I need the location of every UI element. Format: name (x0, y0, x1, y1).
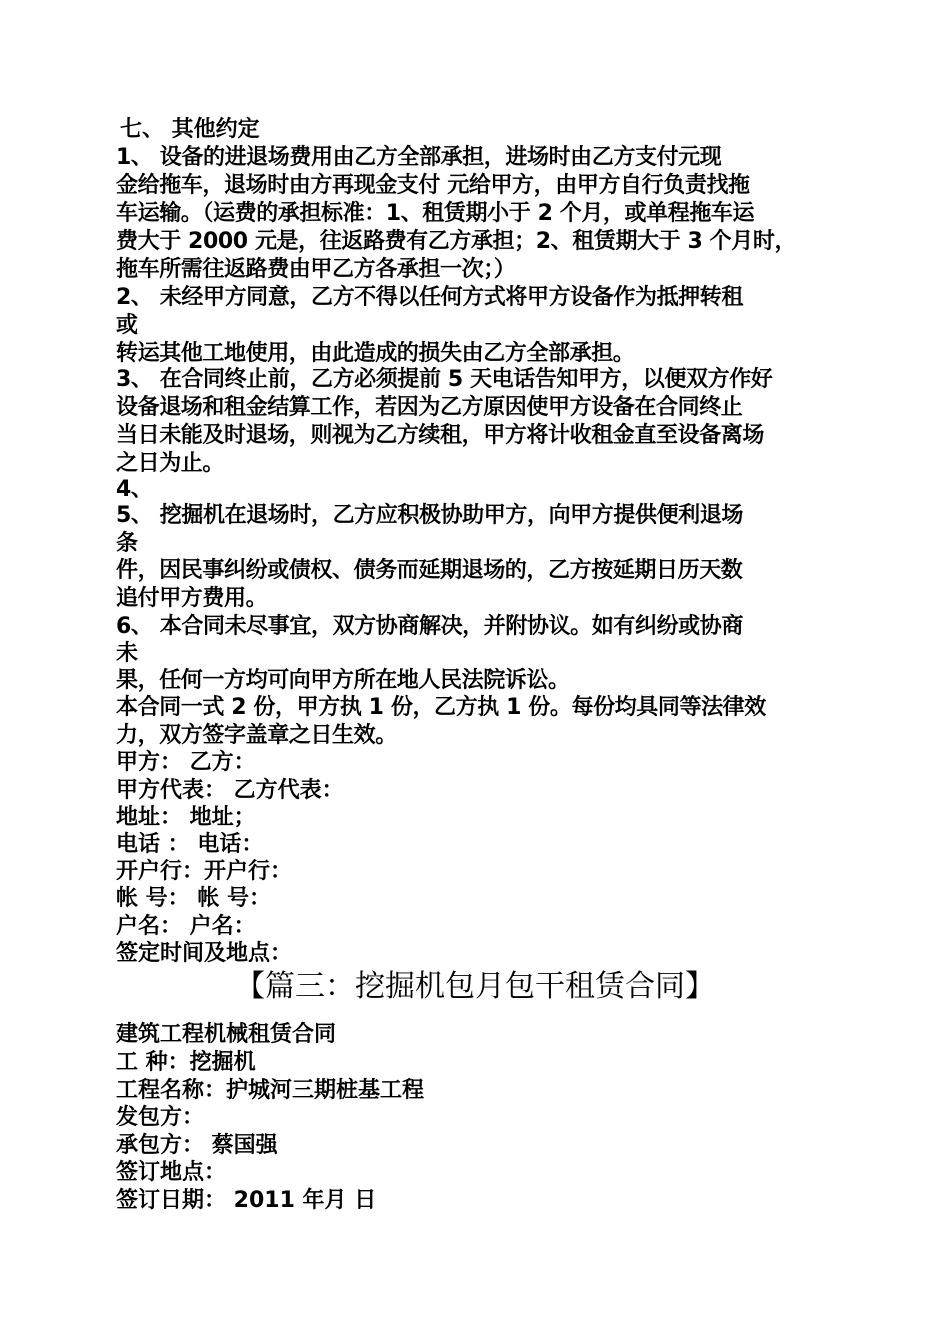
signature-line: 甲方代表： 乙方代表： (116, 778, 344, 803)
clause-line: 4、 (116, 477, 153, 502)
clause-line: 1、 设备的进退场费用由乙方全部承担，进场时由乙方支付元现 (116, 145, 722, 170)
signature-line: 地址： 地址； (116, 805, 256, 830)
clause-line: 3、 在合同终止前，乙方必须提前 5 天电话告知甲方，以便双方作好 (116, 367, 773, 392)
clause-line: 力，双方签字盖章之日生效。 (116, 723, 397, 748)
clause-line: 车运输。（运费的承担标准：1、租赁期小于 2 个月，或单程拖车运 (116, 201, 755, 226)
contract-header-line: 工程名称：护城河三期桩基工程 (116, 1078, 425, 1103)
contract-header-line: 签订地点： (116, 1160, 227, 1185)
contract-header-line: 发包方： (116, 1105, 205, 1130)
contract-header-line: 签订日期： 2011 年月 日 (116, 1188, 377, 1213)
section-title: 七、 其他约定 (120, 117, 260, 142)
clause-line: 件，因民事纠纷或债权、债务而延期退场的，乙方按延期日历天数 (116, 558, 743, 583)
signature-line: 户名： 户名： (116, 914, 256, 939)
section-heading: 【篇三：挖掘机包月包干租赁合同】 (235, 969, 715, 1004)
clause-line: 金给拖车，退场时由方再现金支付 元给甲方，由甲方自行负责找拖 (116, 173, 750, 198)
signature-line: 帐 号： 帐 号： (116, 886, 271, 911)
clause-line: 拖车所需往返路费由甲乙方各承担一次；） (116, 257, 516, 282)
clause-line: 或 (116, 313, 138, 338)
contract-header-line: 工 种：挖掘机 (116, 1050, 256, 1075)
clause-line: 设备退场和租金结算工作，若因为乙方原因使甲方设备在合同终止 (116, 395, 743, 420)
clause-line: 追付甲方费用。 (116, 586, 268, 611)
clause-line: 之日为止。 (116, 451, 225, 476)
clause-line: 2、 未经甲方同意，乙方不得以任何方式将甲方设备作为抵押转租 (116, 285, 743, 310)
clause-line: 条 (116, 531, 138, 556)
signature-line: 签定时间及地点： (116, 941, 293, 966)
signature-line: 甲方： 乙方： (116, 750, 256, 775)
contract-header-line: 建筑工程机械租赁合同 (116, 1022, 337, 1047)
clause-line: 6、 本合同未尽事宜，双方协商解决，并附协议。如有纠纷或协商 (116, 614, 743, 639)
clause-line: 费大于 2000 元是，往返路费有乙方承担；2、租赁期大于 3 个月时， (116, 229, 797, 254)
clause-line: 果，任何一方均可向甲方所在地人民法院诉讼。 (116, 668, 570, 693)
signature-line: 电话 ： 电话： (116, 832, 264, 857)
clause-line: 当日未能及时退场，则视为乙方续租，甲方将计收租金直至设备离场 (116, 423, 765, 448)
contract-header-line: 承包方： 蔡国强 (116, 1133, 278, 1158)
clause-line: 本合同一式 2 份，甲方执 1 份，乙方执 1 份。每份均具同等法律效 (116, 695, 766, 720)
clause-line: 转运其他工地使用，由此造成的损失由乙方全部承担。 (116, 341, 635, 366)
clause-line: 5、 挖掘机在退场时，乙方应积极协助甲方，向甲方提供便利退场 (116, 503, 743, 528)
clause-line: 未 (116, 641, 138, 666)
signature-line: 开户行：开户行： (116, 859, 293, 884)
